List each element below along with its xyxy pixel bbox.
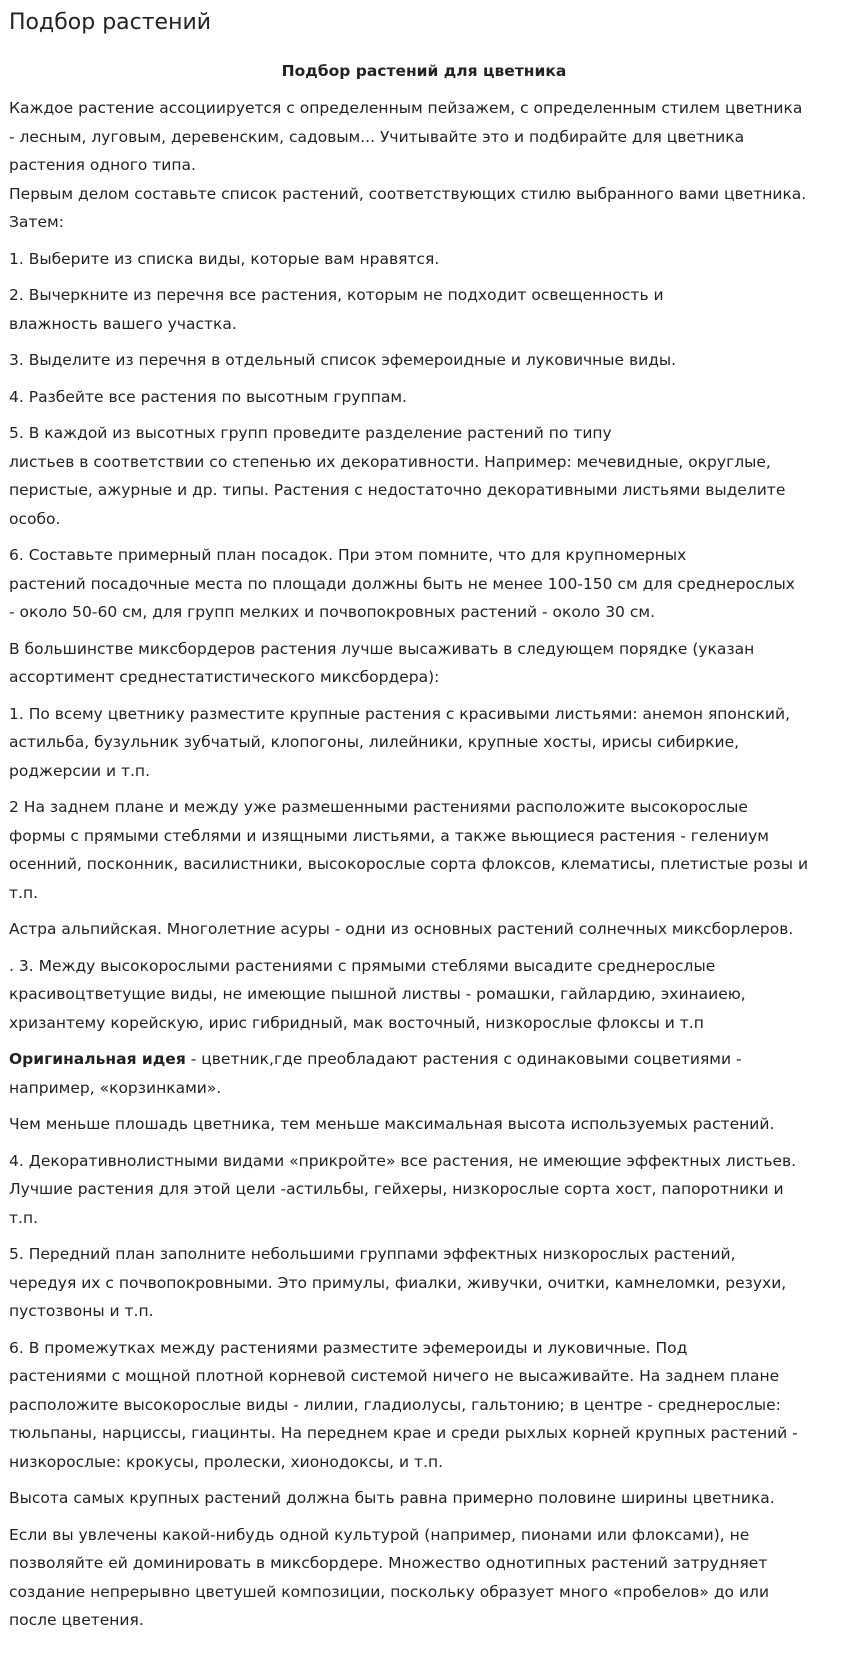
paragraph-original-idea [9,1045,839,1102]
order-step-1: 1. По всему цветнику разместите крупные растения с красивыми листьями: анемон японский, астильба, бузульник зубчатый, клопогоны, лилейники, крупные хосты, ирисы сибиркие, роджерсии и т.п. [9,704,790,780]
step-3: 3. Выделите из перечня в отдельный список эфемероидные и луковичные виды. [9,351,677,369]
step-2: 2. Вычеркните из перечня все растения, которым не подходит освещенность и влажность вашего участка. [9,286,664,333]
step-5: 5. В каждой из высотных групп проведите разделение растений по типу листьев в соответствии со степенью их декоративности. Например: мечевидные, округлые, перистые, ажурные и др. типы. Растения с недостаточно декоративными листьями выделите особо. [9,424,786,528]
order-step-4: 4. Декоративнолистными видами «прикройте» все растения, не имеющие эффектных листьев. Лучшие растения для этой цели -астильбы, гейхеры, низкорослые сорта хост, папоротники и т.п. [9,1151,797,1227]
paragraph-order-intro: В большинстве миксбордеров растения лучше высаживать в следующем порядке (указан ассортимент среднестатистического миксбордера): [9,639,755,686]
original-idea-text: - цветник,где преобладают растения с одинаковыми соцветиями - например, «корзинками». [9,1050,742,1097]
page-title: Подбор растений [9,10,212,35]
step-4: 4. Разбейте все растения по высотным группам. [9,387,407,406]
original-idea-lead: Оригинальная идея [9,1050,186,1068]
order-step-3: . 3. Между высокорослыми растениями с прямыми стеблями высадите среднерослые красивоцтветущие виды, не имеющие пышной листвы - ромашки, гайлардию, эхинаиею, хризантему корейскую, ирис гибридный, мак восточный, низкорослые флоксы и т.п [9,956,746,1032]
order-step-5: 5. Передний план заполните небольшими группами эффектных низкорослых растений, чередуя их с почвопокровными. Это примулы, фиалки, живучки, очитки, камнеломки, резухи, пустозвоны и т.п. [9,1245,787,1320]
step-1: 1. Выберите из списка виды, которые вам нравятся. [9,249,440,268]
order-step-2: 2 На заднем плане и между уже размешенными растениями расположите высокорослые формы с прямыми стеблями и изящными листьями, а также вьющиеся растения - гелениум осенний, посконник, василистники, высокорослые сорта флоксов, клематисы, плетистые розы и т.п. [9,798,809,902]
paragraph-final-note: Если вы увлечены какой-нибудь одной культурой (например, пионами или флоксами), не позволяйте ей доминировать в миксбордере. Множество однотипных растений затрудняет создание непрерывно цветушей композиции, поскольку образует много «пробелов» до или после цветения. [9,1525,770,1629]
step-6: 6. Составьте примерный план посадок. При этом помните, что для крупномерных растений посадочные места по площади должны быть не менее 100-150 см для среднерослых - около 50-60 см, для групп мелких и почвопокровных растений - около 30 см. [9,546,795,621]
article-body [9,94,839,1635]
paragraph-area-note: Чем меньше плошадь цветника, тем меньше максимальная высота используемых растений. [9,1115,775,1133]
order-step-6: 6. В промежутках между растениями разместите эфемероиды и луковичные. Под растениями с мощной плотной корневой системой ничего не высаживайте. На заднем плане расположите высокорослые виды - лилии, гладиолусы, гальтонию; в центре - среднерослые: тюльпаны, нарциссы, гиацинты. На переднем крае и среди рыхлых корней крупных растений - низкорослые: крокусы, пролески, хионодоксы, и т.п. [9,1338,798,1471]
paragraph-intro: Каждое растение ассоциируется с определенным пейзажем, с определенным стилем цветника - лесным, луговым, деревенским, садовым... Учитывайте это и подбирайте для цветника растения одного типа. [9,99,803,174]
paragraph-aster-note: Астра альпийская. Многолетние асуры - одни из основных растений солнечных миксборлеров. [9,920,794,938]
paragraph-intro-list: Первым делом составьте список растений, соответствующих стилю выбранного вами цветника. Затем: [9,184,807,231]
paragraph-height-note: Высота самых крупных растений должна быть равна примерно половине ширины цветника. [9,1489,775,1507]
article-heading: Подбор растений для цветника [281,62,567,80]
